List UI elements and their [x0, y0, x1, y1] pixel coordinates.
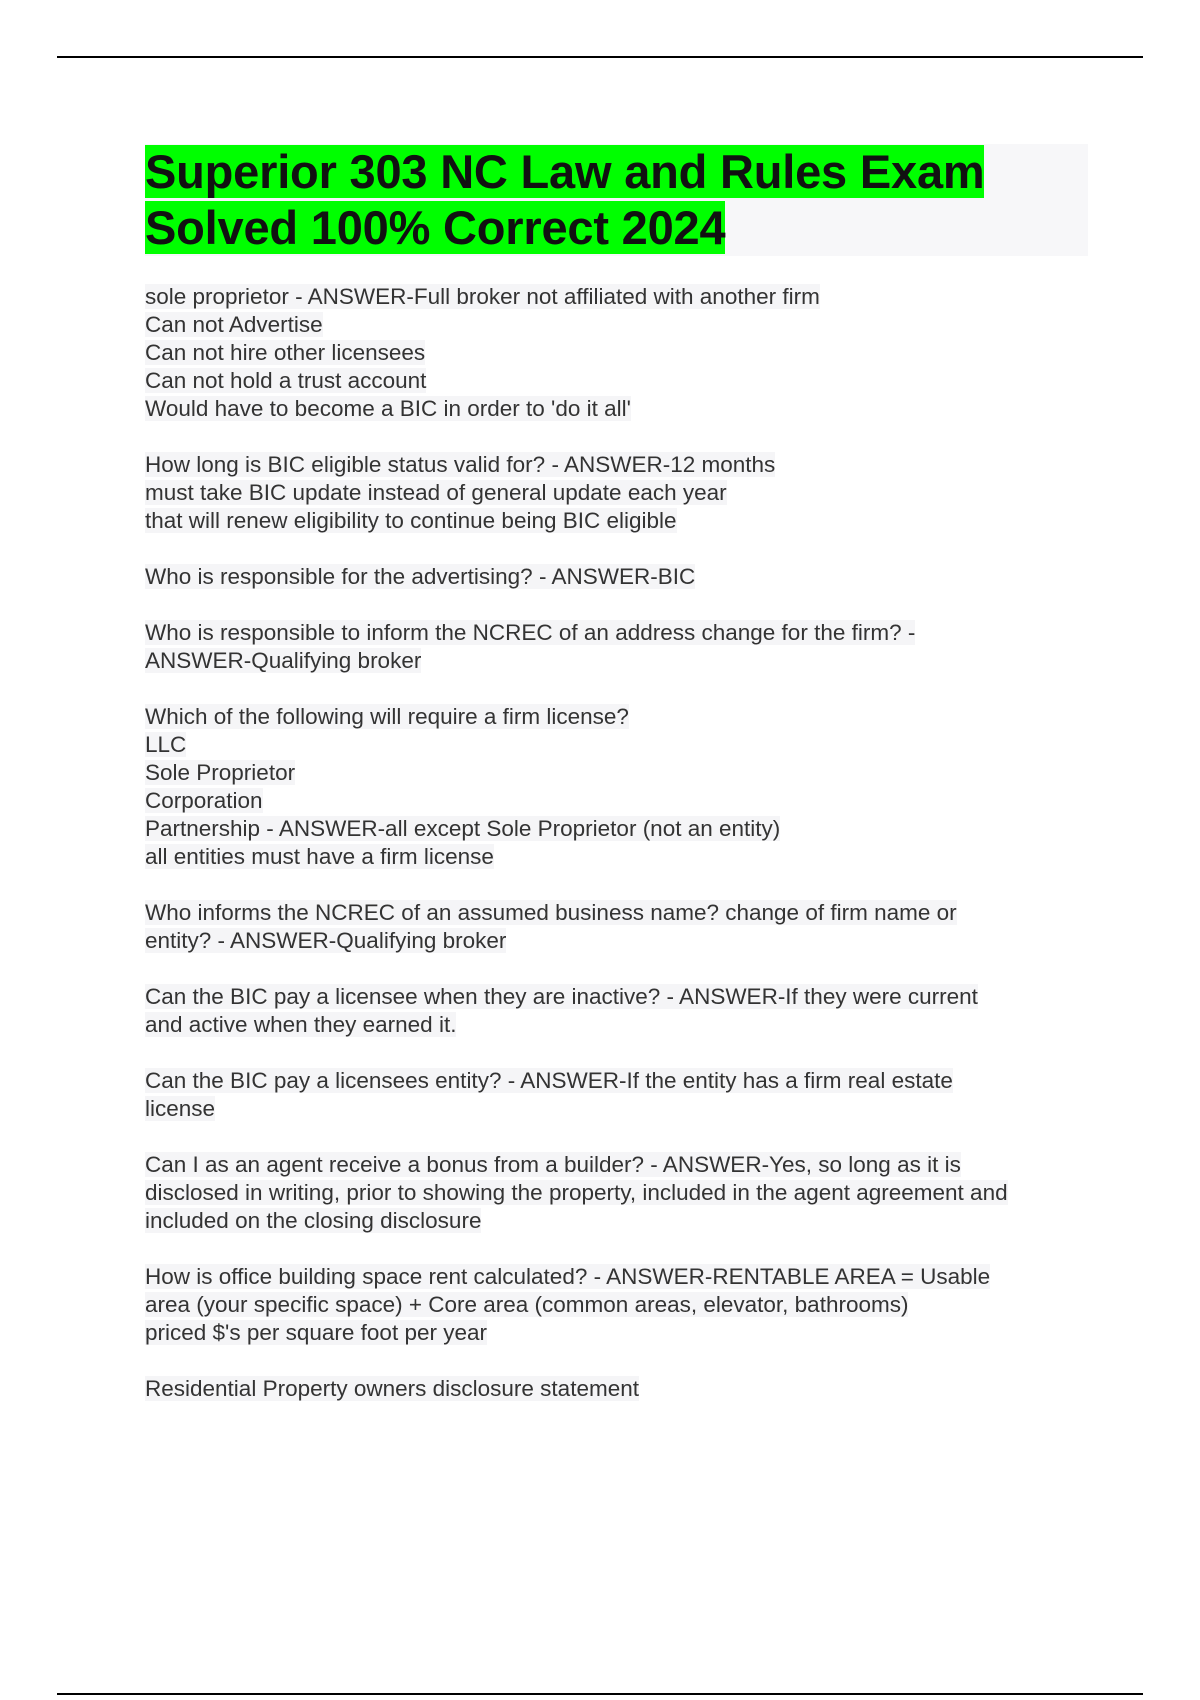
text-line: Who is responsible for the advertising? - ANSWER-BIC	[145, 564, 696, 589]
text-line: area (your specific space) + Core area (common areas, elevator, bathrooms)	[145, 1292, 909, 1317]
qa-entry	[145, 983, 1105, 1039]
text-line: and active when they earned it.	[145, 1012, 457, 1037]
qa-list	[145, 283, 1105, 1431]
bottom-rule	[57, 1693, 1143, 1695]
qa-entry	[145, 899, 1105, 955]
qa-entry	[145, 1375, 1105, 1403]
qa-entry	[145, 283, 1105, 423]
text-line: disclosed in writing, prior to showing the property, included in the agent agreement and	[145, 1180, 1008, 1205]
text-line: Can the BIC pay a licensee when they are inactive? - ANSWER-If they were current	[145, 984, 978, 1009]
text-line: Corporation	[145, 788, 263, 813]
text-line: included on the closing disclosure	[145, 1208, 482, 1233]
text-line: Partnership - ANSWER-all except Sole Proprietor (not an entity)	[145, 816, 781, 841]
text-line: Can not hire other licensees	[145, 340, 426, 365]
text-line: Can the BIC pay a licensees entity? - ANSWER-If the entity has a firm real estate	[145, 1068, 953, 1093]
text-line: must take BIC update instead of general update each year	[145, 480, 727, 505]
text-line: that will renew eligibility to continue being BIC eligible	[145, 508, 677, 533]
qa-entry	[145, 1263, 1105, 1347]
qa-entry	[145, 563, 1105, 591]
text-line: LLC	[145, 732, 187, 757]
text-line: Residential Property owners disclosure statement	[145, 1376, 639, 1401]
text-line: Which of the following will require a firm license?	[145, 704, 629, 729]
text-line: Can I as an agent receive a bonus from a builder? - ANSWER-Yes, so long as it is	[145, 1152, 961, 1177]
top-rule	[57, 56, 1143, 58]
qa-entry	[145, 703, 1105, 871]
text-line: Who informs the NCREC of an assumed business name? change of firm name or	[145, 900, 957, 925]
title-line-1: Superior 303 NC Law and Rules Exam	[145, 145, 985, 198]
text-line: Who is responsible to inform the NCREC of an address change for the firm? -	[145, 620, 916, 645]
text-line: priced $'s per square foot per year	[145, 1320, 487, 1345]
qa-entry	[145, 1067, 1105, 1123]
text-line: Sole Proprietor	[145, 760, 296, 785]
page-title	[145, 144, 1088, 256]
text-line: How long is BIC eligible status valid for? - ANSWER-12 months	[145, 452, 776, 477]
text-line: How is office building space rent calculated? - ANSWER-RENTABLE AREA = Usable	[145, 1264, 991, 1289]
text-line: sole proprietor - ANSWER-Full broker not affiliated with another firm	[145, 284, 820, 309]
text-line: entity? - ANSWER-Qualifying broker	[145, 928, 507, 953]
qa-entry	[145, 1151, 1105, 1235]
text-line: ANSWER-Qualifying broker	[145, 648, 422, 673]
text-line: license	[145, 1096, 216, 1121]
text-line: all entities must have a firm license	[145, 844, 494, 869]
text-line: Can not hold a trust account	[145, 368, 427, 393]
qa-entry	[145, 619, 1105, 675]
qa-entry	[145, 451, 1105, 535]
text-line: Can not Advertise	[145, 312, 323, 337]
title-line-2: Solved 100% Correct 2024	[145, 201, 726, 254]
text-line: Would have to become a BIC in order to 'do it all'	[145, 396, 631, 421]
